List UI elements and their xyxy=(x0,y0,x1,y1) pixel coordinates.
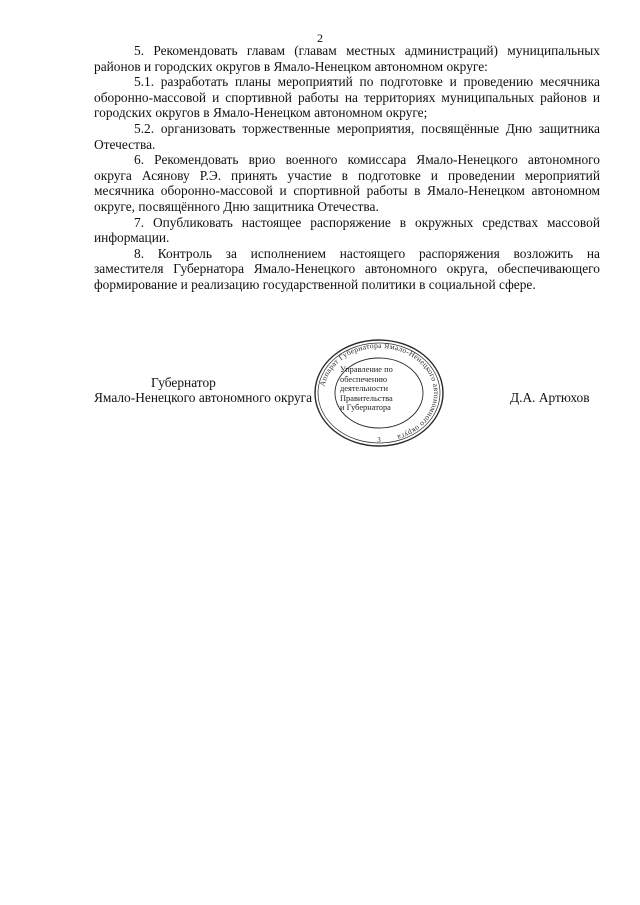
page-number: 2 xyxy=(317,31,323,45)
seal-inner-line: обеспечению xyxy=(340,374,388,384)
paragraph-5: 5. Рекомендовать главам (главам местных администраций) муниципальных районов и городских округов в Ямало-Ненецком автономном округе: xyxy=(94,43,600,74)
document-body xyxy=(94,43,600,293)
signature-organization: Ямало-Ненецкого автономного округа xyxy=(94,390,313,405)
seal-inner-line: и Губернатора xyxy=(340,403,391,413)
seal-inner-text xyxy=(340,365,422,413)
seal-number: 3 xyxy=(377,436,381,444)
official-seal xyxy=(312,338,446,448)
paragraph-8: 8. Контроль за исполнением настоящего распоряжения возложить на заместителя Губернатора Ямало-Ненецкого автономного округа, обеспечивающего формирование и реализацию государственной политики в социальной сфере. xyxy=(94,245,600,292)
paragraph-5-1: 5.1. разработать планы мероприятий по подготовке и проведению месячника оборонно-массовой и спортивной работы на территориях муниципальных районов и городских округов в Ямало-Ненецком автономном округе; xyxy=(94,74,600,121)
seal-inner-line: деятельности xyxy=(340,384,388,394)
paragraph-6: 6. Рекомендовать врио военного комиссара Ямало-Ненецкого автономного округа Асянову Р.Э. принять участие в подготовке и проведении мероприятий месячника оборонно-массовой и спортивной работы в Ямало-Ненецком автономном округе, посвящённого Дню защитника Отечества. xyxy=(94,152,600,214)
seal-inner-line: Правительства xyxy=(340,393,393,403)
signature-title: Губернатор xyxy=(151,375,216,390)
seal-ring-text: Аппарат Губернатора Ямало-Ненецкого автономного округа xyxy=(317,340,442,443)
paragraph-7: 7. Опубликовать настоящее распоряжение в окружных средствах массовой информации. xyxy=(94,214,600,246)
signature-name: Д.А. Артюхов xyxy=(510,390,590,405)
paragraph-5-2: 5.2. организовать торжественные мероприятия, посвящённые Дню защитника Отечества. xyxy=(94,120,600,152)
seal-inner-line: Управление по xyxy=(340,365,393,374)
